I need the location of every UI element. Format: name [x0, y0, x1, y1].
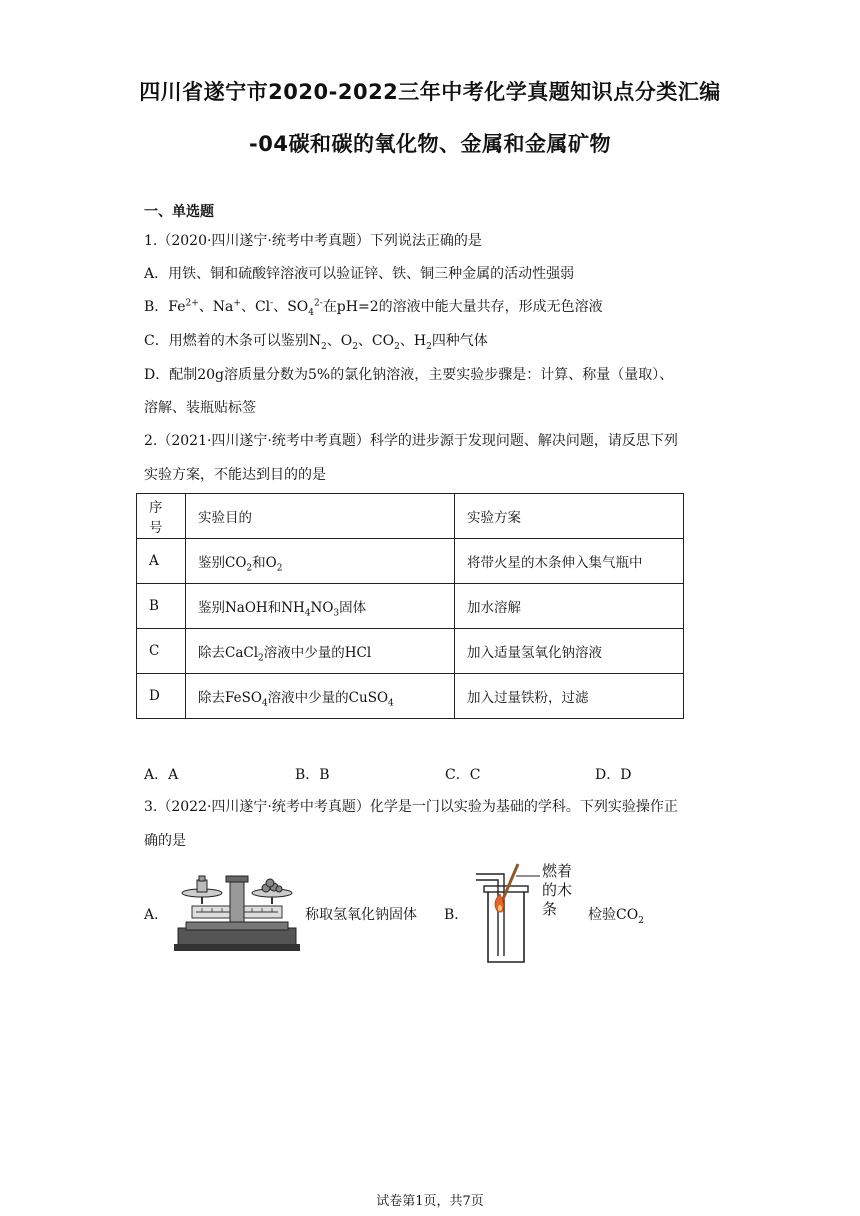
table-header-row — [137, 494, 684, 539]
q1-stem: 1.（2020·四川遂宁·统考中考真题）下列说法正确的是 — [144, 233, 482, 249]
table-cell-goal: 除去CaCl$_2$溶液中少量的HCl — [186, 629, 455, 674]
q2-option-a: A．A — [144, 767, 179, 783]
document-title-line1: 四川省遂宁市2020-2022三年中考化学真题知识点分类汇编 — [139, 80, 721, 104]
balance-scale-figure — [172, 866, 302, 954]
q3-option-a-label: A． — [144, 907, 169, 923]
table-row — [137, 539, 684, 584]
q1-option-c: C．用燃着的木条可以鉴别$N_2$、$O_2$、$CO_2$、$H_2$四种气体 — [144, 333, 488, 352]
q3-stem-line2: 确的是 — [144, 833, 186, 849]
table-cell-plan: 将带火星的木条伸入集气瓶中 — [455, 539, 684, 584]
q3-option-b-label: B． — [444, 907, 469, 923]
q3-option-a-text: 称取氢氧化钠固体 — [305, 907, 417, 923]
table-row — [137, 584, 684, 629]
q3-stem-line1: 3.（2022·四川遂宁·统考中考真题）化学是一门以实验为基础的学科。下列实验操作正 — [144, 799, 678, 815]
table-cell-plan: 加入适量氢氧化钠溶液 — [455, 629, 684, 674]
table-cell-plan: 加水溶解 — [455, 584, 684, 629]
table-cell-plan: 加入过量铁粉，过滤 — [455, 674, 684, 719]
gas-bottle-figure-caption: 燃着 的木 条 — [542, 862, 573, 918]
table-cell-goal: 鉴别NaOH和$NH_4NO_3$固体 — [186, 584, 455, 629]
q2-stem-line2: 实验方案，不能达到目的的是 — [144, 467, 326, 483]
table-header-cell: 实验方案 — [455, 494, 684, 539]
table-cell-goal: 除去FeSO$_4$溶液中少量的CuSO$_4$ — [186, 674, 455, 719]
q2-table — [136, 493, 684, 719]
table-header-cell: 序号 — [137, 494, 186, 539]
table-cell-id: B — [137, 584, 186, 629]
section-heading: 一、单选题 — [144, 204, 214, 220]
table-cell-id: D — [137, 674, 186, 719]
table-header-cell: 实验目的 — [186, 494, 455, 539]
table-row — [137, 674, 684, 719]
q2-option-d: D．D — [595, 767, 632, 783]
gas-bottle-figure — [474, 862, 544, 966]
q1-option-d-line1: D．配制20g溶质量分数为5%的氯化钠溶液，主要实验步骤是：计算、称量（量取）、 — [144, 367, 674, 383]
document-title-line2: -04碳和碳的氧化物、金属和金属矿物 — [249, 132, 611, 156]
table-row — [137, 629, 684, 674]
table-cell-id: C — [137, 629, 186, 674]
page-footer: 试卷第1页，共7页 — [376, 1194, 484, 1209]
table-cell-goal: 鉴别$CO_2$和$O_2$ — [186, 539, 455, 584]
q3-option-b-text: 检验$CO_2$ — [588, 907, 644, 926]
q1-option-a: A．用铁、铜和硫酸锌溶液可以验证锌、铁、铜三种金属的活动性强弱 — [144, 266, 575, 282]
q1-option-d-line2: 溶解、装瓶贴标签 — [144, 400, 256, 416]
q2-option-b: B．B — [295, 767, 330, 783]
q2-option-c: C．C — [445, 767, 481, 783]
q2-stem-line1: 2.（2021·四川遂宁·统考中考真题）科学的进步源于发现问题、解决问题，请反思下列 — [144, 433, 678, 449]
q1-option-b: B．$Fe^{2+}$、Na+、Cl-、$SO_4^{2-}$在pH=2的溶液中能大量共存，形成无色溶液 — [144, 298, 603, 318]
table-cell-id: A — [137, 539, 186, 584]
